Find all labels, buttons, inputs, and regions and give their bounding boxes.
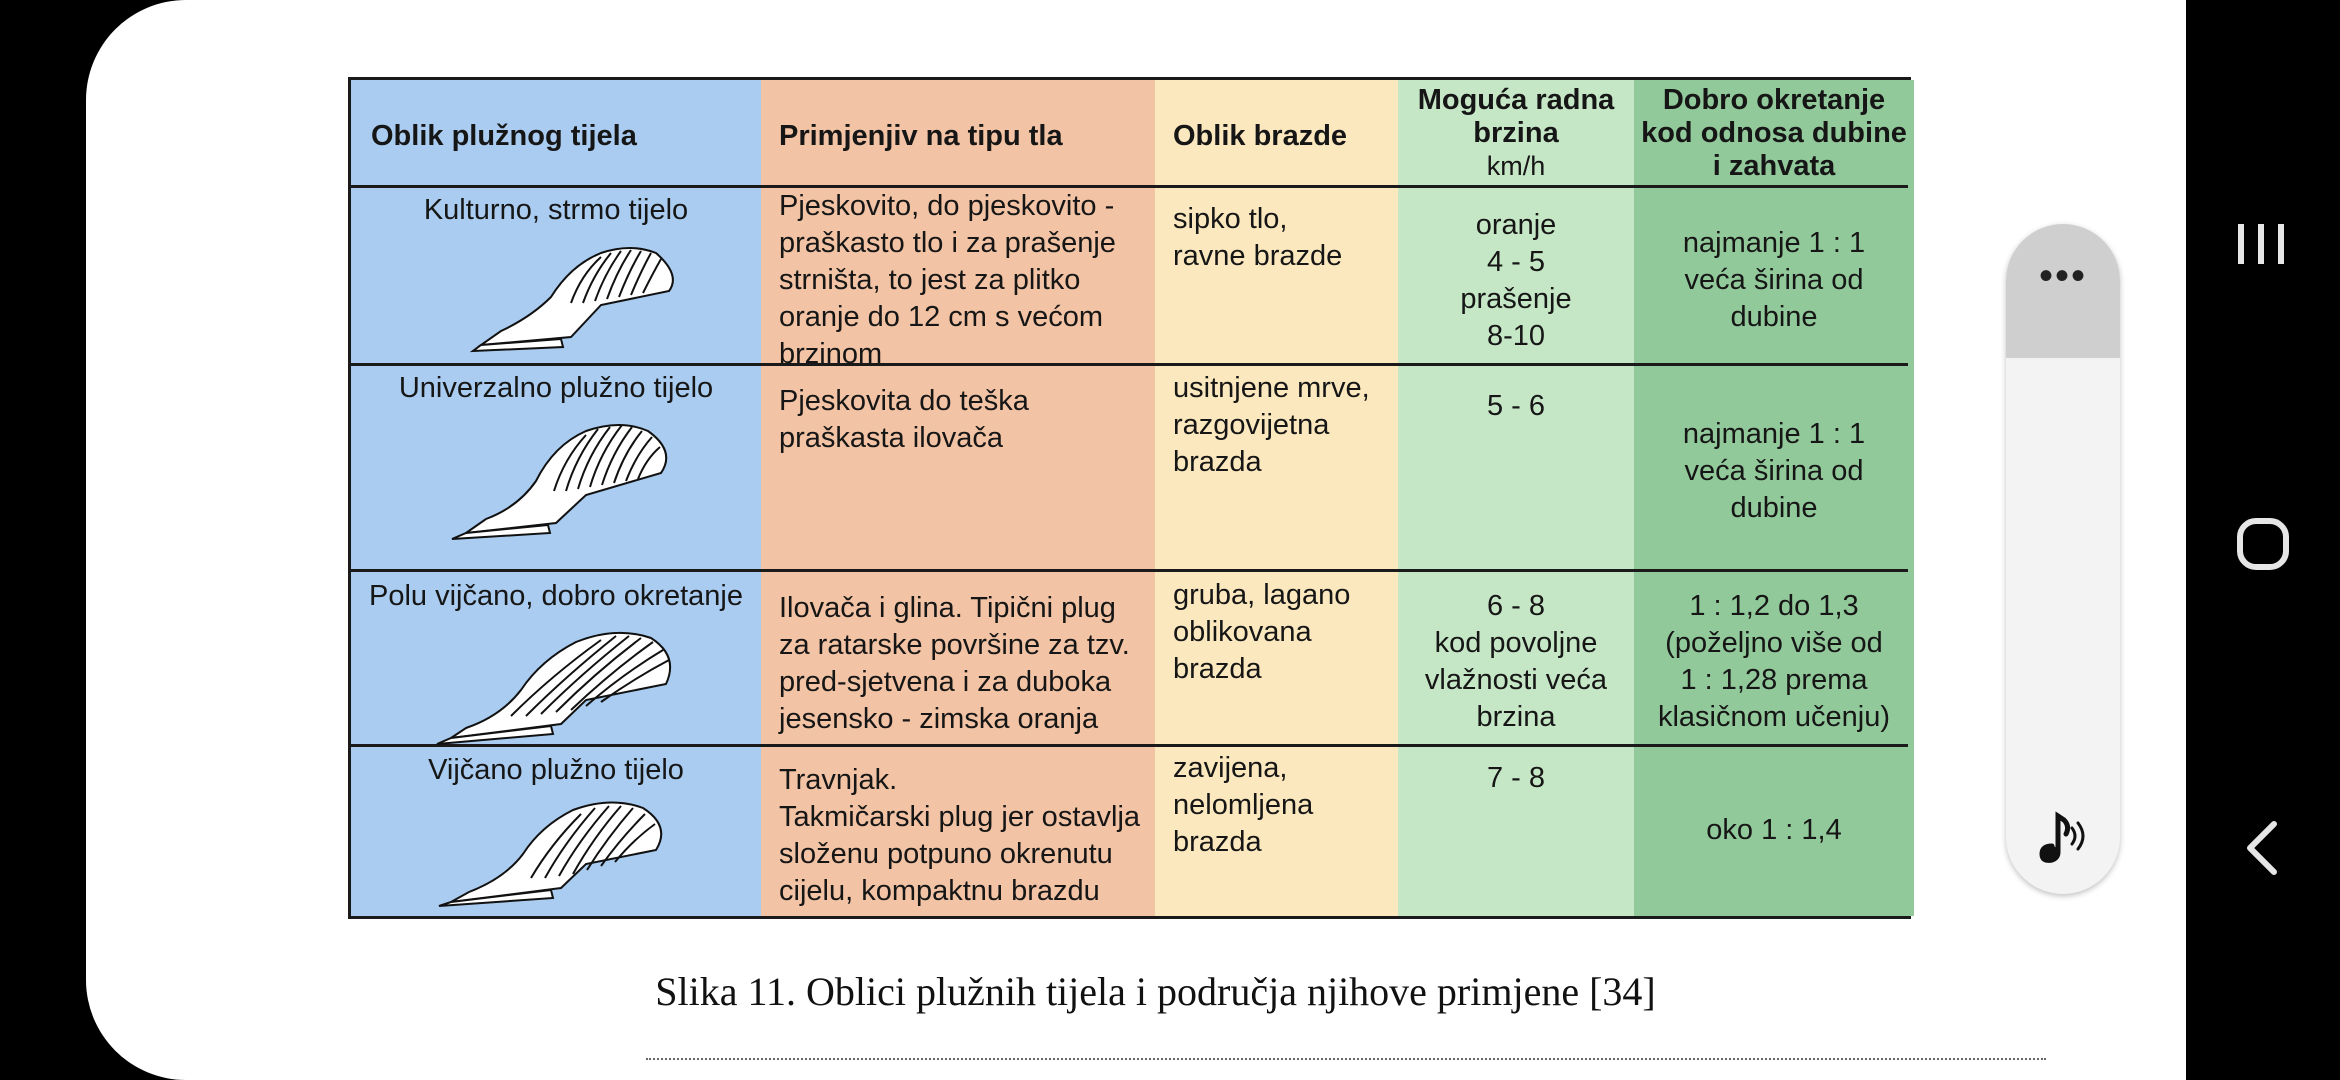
row3-speed: 6 - 8 kod povoljne vlažnosti veća brzina <box>1424 590 1608 733</box>
media-volume-icon[interactable] <box>2034 806 2094 866</box>
semi-helical-plough-body-image <box>411 620 691 750</box>
row1-turning: najmanje 1 : 1 veća širina od dubine <box>1682 227 1866 333</box>
row2-soil: Pjeskovita do teška praškasta ilovača <box>779 385 1029 454</box>
row4-furrow: zavijena, nelomljena brazda <box>1173 752 1314 858</box>
cultural-plough-body-image <box>461 235 691 355</box>
row4-speed: 7 - 8 <box>1486 762 1546 794</box>
header-soil: Primjenjiv na tipu tla <box>779 120 1063 152</box>
row1-shape-label: Kulturno, strmo tijelo <box>423 194 689 226</box>
volume-panel[interactable] <box>2006 224 2120 894</box>
next-text-line <box>646 1058 2046 1066</box>
row3-shape-label: Polu vijčano, dobro okretanje <box>368 580 743 612</box>
row2-turning: najmanje 1 : 1 veća širina od dubine <box>1682 418 1866 524</box>
back-icon <box>2186 778 2340 918</box>
plough-body-table <box>348 77 1911 919</box>
row4-turning: oko 1 : 1,4 <box>1706 814 1842 846</box>
row2-shape-label: Univerzalno plužno tijelo <box>398 372 714 404</box>
row2-furrow: usitnjene mrve, razgovijetna brazda <box>1173 372 1370 478</box>
row4-shape-label: Vijčano plužno tijelo <box>428 754 684 786</box>
more-options-button[interactable]: ••• <box>2038 254 2087 298</box>
universal-plough-body-image <box>436 415 686 545</box>
header-shape: Oblik plužnog tijela <box>371 120 637 152</box>
home-button[interactable] <box>2186 474 2340 614</box>
row1-soil: Pjeskovito, do pjeskovito - praškasto tlo i za prašenje strništa, to jest za plitko oranje do 12 cm s većom brzinom <box>779 190 1116 370</box>
row2-speed: 5 - 6 <box>1486 390 1546 422</box>
recents-button[interactable] <box>2186 174 2340 314</box>
document-page[interactable] <box>86 0 2186 1080</box>
row-divider <box>351 569 1908 572</box>
recents-icon <box>2186 174 2340 314</box>
row1-speed: oranje 4 - 5 prašenje 8-10 <box>1460 209 1572 352</box>
row4-soil: Travnjak. Takmičarski plug jer ostavlja složenu potpuno okrenutu cijelu, kompaktnu brazdu <box>779 764 1141 907</box>
helical-plough-body-image <box>421 792 681 912</box>
row1-furrow: sipko tlo, ravne brazde <box>1173 203 1343 272</box>
home-icon <box>2186 474 2340 614</box>
row3-soil: Ilovača i glina. Tipični plug za ratarske površine za tzv. pred-sjetvena i za duboka jesensko - zimska oranja <box>779 592 1130 735</box>
header-speed-unit: km/h <box>1486 151 1546 181</box>
header-turning: Dobro okretanje kod odnosa dubine i zahvata <box>1641 84 1907 182</box>
back-button[interactable] <box>2186 778 2340 918</box>
row3-turning: 1 : 1,2 do 1,3 (poželjno više od 1 : 1,28 prema klasičnom učenju) <box>1657 590 1891 733</box>
header-speed: Moguća radna brzina <box>1417 84 1615 149</box>
row3-furrow: gruba, lagano oblikovana brazda <box>1173 579 1351 685</box>
navigation-bar <box>2186 0 2340 1080</box>
header-furrow: Oblik brazde <box>1173 120 1348 152</box>
figure-caption: Slika 11. Oblici plužnih tijela i područja njihove primjene [34] <box>655 969 1656 1014</box>
